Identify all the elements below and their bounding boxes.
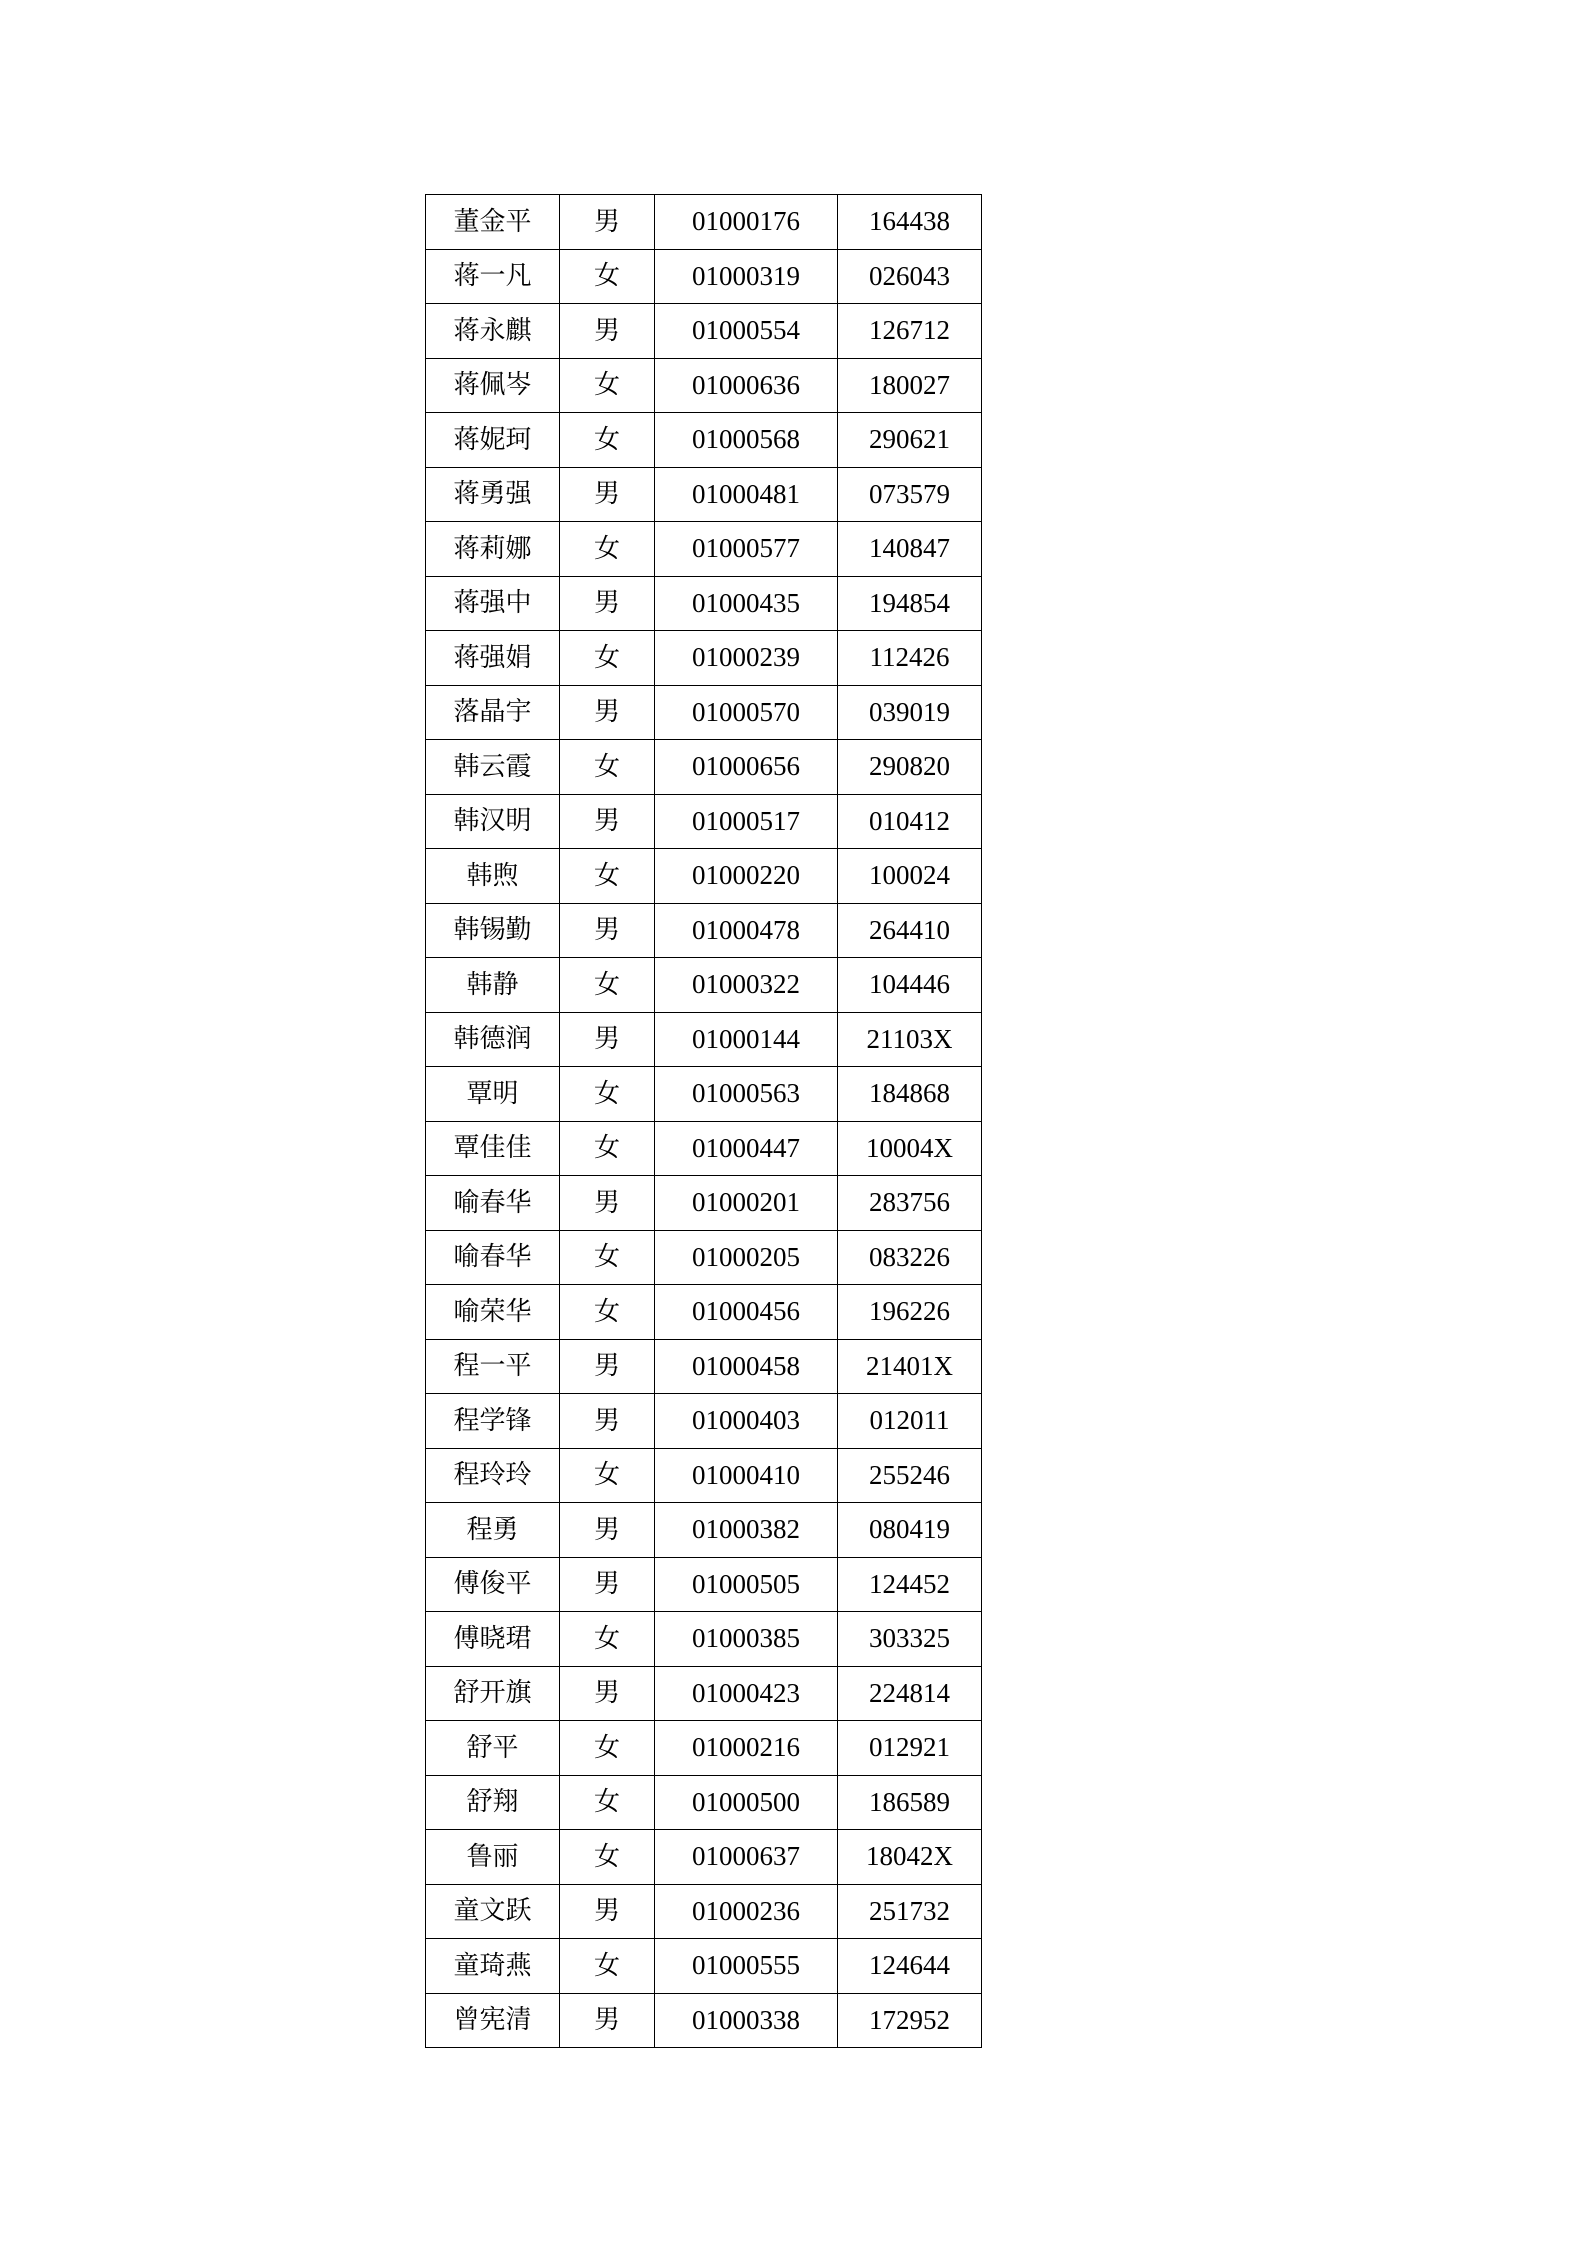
exam-number-cell: 01000577 <box>655 522 838 577</box>
name-cell: 傅晓珺 <box>426 1612 560 1667</box>
id-suffix-cell: 184868 <box>838 1067 982 1122</box>
name-cell: 落晶宇 <box>426 685 560 740</box>
gender-cell: 女 <box>560 358 655 413</box>
table-row <box>426 1721 982 1776</box>
exam-number-cell: 01000435 <box>655 576 838 631</box>
exam-number-cell: 01000447 <box>655 1121 838 1176</box>
table-row <box>426 1121 982 1176</box>
id-suffix-cell: 012921 <box>838 1721 982 1776</box>
gender-cell: 女 <box>560 631 655 686</box>
id-suffix-cell: 303325 <box>838 1612 982 1667</box>
exam-number-cell: 01000554 <box>655 304 838 359</box>
name-cell: 童文跃 <box>426 1884 560 1939</box>
gender-cell: 女 <box>560 1830 655 1885</box>
exam-number-cell: 01000382 <box>655 1503 838 1558</box>
id-suffix-cell: 224814 <box>838 1666 982 1721</box>
id-suffix-cell: 126712 <box>838 304 982 359</box>
gender-cell: 女 <box>560 1230 655 1285</box>
name-cell: 韩静 <box>426 958 560 1013</box>
id-suffix-cell: 124452 <box>838 1557 982 1612</box>
name-cell: 喻荣华 <box>426 1285 560 1340</box>
table-row <box>426 1666 982 1721</box>
name-cell: 程学锋 <box>426 1394 560 1449</box>
gender-cell: 女 <box>560 522 655 577</box>
id-suffix-cell: 194854 <box>838 576 982 631</box>
id-suffix-cell: 012011 <box>838 1394 982 1449</box>
name-cell: 程一平 <box>426 1339 560 1394</box>
exam-number-cell: 01000239 <box>655 631 838 686</box>
id-suffix-cell: 255246 <box>838 1448 982 1503</box>
table-row <box>426 522 982 577</box>
gender-cell: 女 <box>560 249 655 304</box>
exam-number-cell: 01000423 <box>655 1666 838 1721</box>
table-row <box>426 685 982 740</box>
gender-cell: 男 <box>560 794 655 849</box>
id-suffix-cell: 140847 <box>838 522 982 577</box>
gender-cell: 女 <box>560 1612 655 1667</box>
name-cell: 蒋强中 <box>426 576 560 631</box>
name-cell: 覃佳佳 <box>426 1121 560 1176</box>
roster-table <box>425 194 982 2048</box>
id-suffix-cell: 010412 <box>838 794 982 849</box>
table-row <box>426 740 982 795</box>
table-row <box>426 1012 982 1067</box>
exam-number-cell: 01000458 <box>655 1339 838 1394</box>
gender-cell: 男 <box>560 1394 655 1449</box>
name-cell: 蒋一凡 <box>426 249 560 304</box>
exam-number-cell: 01000319 <box>655 249 838 304</box>
table-row <box>426 1830 982 1885</box>
id-suffix-cell: 083226 <box>838 1230 982 1285</box>
name-cell: 程勇 <box>426 1503 560 1558</box>
table-row <box>426 413 982 468</box>
id-suffix-cell: 026043 <box>838 249 982 304</box>
table-row <box>426 1939 982 1994</box>
gender-cell: 男 <box>560 195 655 250</box>
gender-cell: 男 <box>560 576 655 631</box>
gender-cell: 女 <box>560 958 655 1013</box>
table-row <box>426 1394 982 1449</box>
table-row <box>426 1612 982 1667</box>
exam-number-cell: 01000568 <box>655 413 838 468</box>
id-suffix-cell: 283756 <box>838 1176 982 1231</box>
exam-number-cell: 01000403 <box>655 1394 838 1449</box>
gender-cell: 男 <box>560 685 655 740</box>
name-cell: 蒋强娟 <box>426 631 560 686</box>
name-cell: 蒋勇强 <box>426 467 560 522</box>
name-cell: 韩云霞 <box>426 740 560 795</box>
exam-number-cell: 01000517 <box>655 794 838 849</box>
table-row <box>426 849 982 904</box>
exam-number-cell: 01000201 <box>655 1176 838 1231</box>
gender-cell: 男 <box>560 903 655 958</box>
gender-cell: 男 <box>560 1339 655 1394</box>
exam-number-cell: 01000500 <box>655 1775 838 1830</box>
table-row <box>426 304 982 359</box>
gender-cell: 男 <box>560 1884 655 1939</box>
name-cell: 覃明 <box>426 1067 560 1122</box>
id-suffix-cell: 100024 <box>838 849 982 904</box>
exam-number-cell: 01000456 <box>655 1285 838 1340</box>
name-cell: 喻春华 <box>426 1230 560 1285</box>
gender-cell: 男 <box>560 1557 655 1612</box>
exam-number-cell: 01000205 <box>655 1230 838 1285</box>
table-row <box>426 1557 982 1612</box>
exam-number-cell: 01000481 <box>655 467 838 522</box>
name-cell: 韩锡勤 <box>426 903 560 958</box>
id-suffix-cell: 124644 <box>838 1939 982 1994</box>
gender-cell: 女 <box>560 1067 655 1122</box>
id-suffix-cell: 290621 <box>838 413 982 468</box>
id-suffix-cell: 251732 <box>838 1884 982 1939</box>
id-suffix-cell: 196226 <box>838 1285 982 1340</box>
gender-cell: 女 <box>560 849 655 904</box>
table-row <box>426 1067 982 1122</box>
exam-number-cell: 01000410 <box>655 1448 838 1503</box>
name-cell: 董金平 <box>426 195 560 250</box>
table-row <box>426 467 982 522</box>
name-cell: 蒋莉娜 <box>426 522 560 577</box>
gender-cell: 女 <box>560 1721 655 1776</box>
id-suffix-cell: 21103X <box>838 1012 982 1067</box>
id-suffix-cell: 073579 <box>838 467 982 522</box>
id-suffix-cell: 039019 <box>838 685 982 740</box>
exam-number-cell: 01000176 <box>655 195 838 250</box>
exam-number-cell: 01000322 <box>655 958 838 1013</box>
name-cell: 蒋永麒 <box>426 304 560 359</box>
table-row <box>426 1993 982 2048</box>
name-cell: 蒋佩岑 <box>426 358 560 413</box>
exam-number-cell: 01000220 <box>655 849 838 904</box>
id-suffix-cell: 290820 <box>838 740 982 795</box>
name-cell: 童琦燕 <box>426 1939 560 1994</box>
table-row <box>426 1884 982 1939</box>
id-suffix-cell: 180027 <box>838 358 982 413</box>
id-suffix-cell: 18042X <box>838 1830 982 1885</box>
gender-cell: 女 <box>560 1775 655 1830</box>
gender-cell: 女 <box>560 1939 655 1994</box>
gender-cell: 男 <box>560 304 655 359</box>
id-suffix-cell: 172952 <box>838 1993 982 2048</box>
exam-number-cell: 01000385 <box>655 1612 838 1667</box>
table-row <box>426 576 982 631</box>
exam-number-cell: 01000637 <box>655 1830 838 1885</box>
name-cell: 喻春华 <box>426 1176 560 1231</box>
name-cell: 韩德润 <box>426 1012 560 1067</box>
table-row <box>426 1230 982 1285</box>
name-cell: 韩煦 <box>426 849 560 904</box>
roster-body <box>426 195 982 2048</box>
name-cell: 傅俊平 <box>426 1557 560 1612</box>
exam-number-cell: 01000236 <box>655 1884 838 1939</box>
name-cell: 舒开旗 <box>426 1666 560 1721</box>
table-row <box>426 1285 982 1340</box>
name-cell: 舒平 <box>426 1721 560 1776</box>
gender-cell: 女 <box>560 1285 655 1340</box>
gender-cell: 女 <box>560 740 655 795</box>
id-suffix-cell: 164438 <box>838 195 982 250</box>
name-cell: 曾宪清 <box>426 1993 560 2048</box>
exam-number-cell: 01000570 <box>655 685 838 740</box>
table-row <box>426 958 982 1013</box>
id-suffix-cell: 264410 <box>838 903 982 958</box>
exam-number-cell: 01000144 <box>655 1012 838 1067</box>
id-suffix-cell: 10004X <box>838 1121 982 1176</box>
gender-cell: 女 <box>560 1448 655 1503</box>
gender-cell: 女 <box>560 1121 655 1176</box>
table-row <box>426 1775 982 1830</box>
gender-cell: 男 <box>560 467 655 522</box>
exam-number-cell: 01000563 <box>655 1067 838 1122</box>
exam-number-cell: 01000216 <box>655 1721 838 1776</box>
id-suffix-cell: 080419 <box>838 1503 982 1558</box>
id-suffix-cell: 112426 <box>838 631 982 686</box>
exam-number-cell: 01000656 <box>655 740 838 795</box>
exam-number-cell: 01000478 <box>655 903 838 958</box>
gender-cell: 男 <box>560 1176 655 1231</box>
gender-cell: 男 <box>560 1012 655 1067</box>
table-row <box>426 1448 982 1503</box>
table-row <box>426 249 982 304</box>
gender-cell: 男 <box>560 1503 655 1558</box>
table-row <box>426 794 982 849</box>
exam-number-cell: 01000555 <box>655 1939 838 1994</box>
exam-number-cell: 01000505 <box>655 1557 838 1612</box>
gender-cell: 男 <box>560 1666 655 1721</box>
table-row <box>426 903 982 958</box>
exam-number-cell: 01000636 <box>655 358 838 413</box>
table-row <box>426 1176 982 1231</box>
name-cell: 韩汉明 <box>426 794 560 849</box>
table-row <box>426 195 982 250</box>
id-suffix-cell: 104446 <box>838 958 982 1013</box>
table-row <box>426 631 982 686</box>
table-row <box>426 1503 982 1558</box>
id-suffix-cell: 21401X <box>838 1339 982 1394</box>
table-row <box>426 358 982 413</box>
name-cell: 蒋妮珂 <box>426 413 560 468</box>
gender-cell: 女 <box>560 413 655 468</box>
id-suffix-cell: 186589 <box>838 1775 982 1830</box>
name-cell: 程玲玲 <box>426 1448 560 1503</box>
gender-cell: 男 <box>560 1993 655 2048</box>
exam-number-cell: 01000338 <box>655 1993 838 2048</box>
table-row <box>426 1339 982 1394</box>
name-cell: 舒翔 <box>426 1775 560 1830</box>
name-cell: 鲁丽 <box>426 1830 560 1885</box>
